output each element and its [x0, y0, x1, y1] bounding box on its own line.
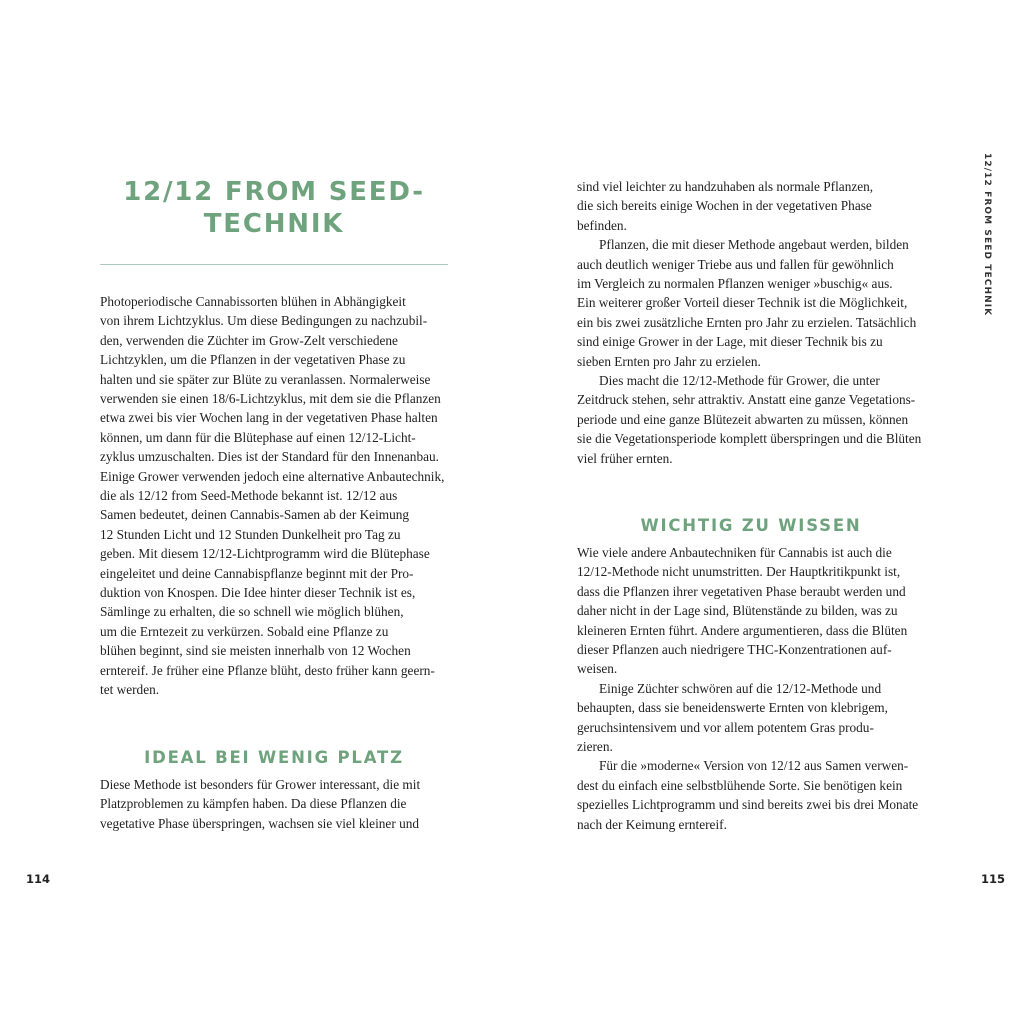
text-line: halten und sie später zur Blüte zu veranlassen. Normalerweise — [100, 371, 431, 387]
text-line: geruchsintensivem und vor allem potentem Gras produ- — [577, 719, 874, 735]
text-line: dieser Pflanzen auch niedrigere THC-Konzentrationen auf- — [577, 642, 892, 657]
page-number-left: 114 — [26, 872, 51, 886]
text-line: 12 Stunden Licht und 12 Stunden Dunkelheit pro Tag zu — [100, 526, 401, 542]
text-line: dass die Pflanzen ihrer vegetativen Phase beraubt werden und — [577, 583, 906, 599]
section-heading-ideal: IDEAL BEI WENIG PLATZ — [144, 748, 404, 767]
text-line: verwenden sie einen 18/6-Lichtzyklus, mit dem sie die Pflanzen — [100, 391, 441, 406]
text-line: auch deutlich weniger Triebe aus und fallen für gewöhnlich — [577, 256, 894, 272]
text-line: Platzproblemen zu kämpfen haben. Da diese Pflanzen die — [100, 796, 407, 812]
text-line: geben. Mit diesem 12/12-Lichtprogramm wird die Blütephase — [100, 546, 430, 562]
text-line: Sämlinge zu erhalten, die so schnell wie möglich blühen, — [100, 604, 404, 620]
text-line: daher nicht in der Lage sind, Blütenstände zu bilden, was zu — [577, 603, 898, 619]
text-line: nach der Keimung erntereif. — [577, 816, 727, 832]
page-number-right: 115 — [981, 872, 1006, 886]
text-line: Lichtzyklen, um die Pflanzen in der vegetativen Phase zu — [100, 352, 406, 368]
text-line: behaupten, dass sie beneidenswerte Ernten von klebrigem, — [577, 700, 888, 716]
text-line: Photoperiodische Cannabissorten blühen in Abhängigkeit — [100, 294, 406, 309]
text-line: befinden. — [577, 217, 627, 233]
text-line: 12/12-Methode nicht unumstritten. Der Hauptkritikpunkt ist, — [577, 564, 901, 580]
title-divider — [100, 264, 448, 265]
text-line: tet werden. — [100, 682, 160, 697]
text-line: vegetative Phase überspringen, wachsen sie viel kleiner und — [100, 815, 420, 831]
text-line: Für die »moderne« Version von 12/12 aus Samen verwen- — [599, 758, 909, 774]
page-title-line-1: 12/12 FROM SEED- — [123, 177, 425, 207]
text-line: den, verwenden die Züchter im Grow-Zelt verschiedene — [100, 332, 398, 348]
running-head-text: 12/12 FROM SEED TECHNIK — [982, 153, 992, 317]
text-line: ein bis zwei zusätzliche Ernten pro Jahr zu erzielen. Tatsächlich — [577, 314, 917, 330]
text-line: von ihrem Lichtzyklus. Um diese Bedingungen zu nachzubil- — [100, 313, 428, 329]
text-line: Pflanzen, die mit dieser Methode angebaut werden, bilden — [599, 237, 909, 253]
text-line: periode und eine ganze Blütezeit abwarten zu müssen, können — [577, 411, 909, 427]
text-line: zieren. — [577, 739, 613, 754]
text-line: sind einige Grower in der Lage, mit dieser Technik bis zu — [577, 334, 883, 350]
text-line: Samen bedeutet, deinen Cannabis-Samen ab der Keimung — [100, 507, 410, 523]
text-line: viel früher ernten. — [577, 450, 673, 466]
text-line: Diese Methode ist besonders für Grower interessant, die mit — [100, 777, 421, 792]
text-line: die als 12/12 from Seed-Methode bekannt ist. 12/12 aus — [100, 488, 398, 503]
text-line: blühen beginnt, sind sie meisten innerhalb von 12 Wochen — [100, 643, 411, 659]
text-line: eingeleitet und deine Cannabispflanze beginnt mit der Pro- — [100, 565, 414, 581]
text-line: sind viel leichter zu handzuhaben als normale Pflanzen, — [577, 179, 874, 194]
text-line: sie die Vegetationsperiode komplett überspringen und die Blüten — [577, 431, 922, 447]
text-line: duktion von Knospen. Die Idee hinter dieser Technik ist es, — [100, 585, 416, 600]
text-line: Einige Züchter schwören auf die 12/12-Methode und — [599, 680, 882, 696]
text-line: zyklus umzuschalten. Dies ist der Standard für den Innenanbau. — [100, 449, 439, 465]
text-line: Dies macht die 12/12-Methode für Grower, die unter — [599, 373, 880, 388]
text-line: die sich bereits einige Wochen in der vegetativen Phase — [577, 198, 872, 214]
text-line: im Vergleich zu normalen Pflanzen weniger »buschig« aus. — [577, 276, 893, 291]
text-line: Einige Grower verwenden jedoch eine alternative Anbautechnik, — [100, 468, 445, 484]
text-line: um die Erntezeit zu verkürzen. Sobald eine Pflanze zu — [100, 623, 389, 639]
text-line: weisen. — [577, 661, 618, 677]
text-line: Ein weiterer großer Vorteil dieser Technik ist die Möglichkeit, — [577, 295, 908, 311]
text-line: etwa zwei bis vier Wochen lang in der vegetativen Phase halten — [100, 410, 438, 426]
text-line: kleineren Ernten führt. Andere argumentieren, dass die Blüten — [577, 622, 908, 638]
page-title-line-2: TECHNIK — [203, 209, 345, 239]
text-line: können, um dann für die Blütephase auf einen 12/12-Licht- — [100, 429, 416, 445]
text-line: Wie viele andere Anbautechniken für Cannabis ist auch die — [577, 545, 892, 560]
text-line: sieben Ernten pro Jahr zu erzielen. — [577, 353, 761, 369]
text-line: spezielles Lichtprogramm und sind bereits zwei bis drei Monate — [577, 797, 919, 813]
text-line: erntereif. Je früher eine Pflanze blüht, desto früher kann geern- — [100, 662, 435, 678]
text-line: dest du einfach eine selbstblühende Sorte. Sie benötigen kein — [577, 777, 903, 793]
section-heading-wichtig: WICHTIG ZU WISSEN — [640, 516, 862, 535]
text-line: Zeitdruck stehen, sehr attraktiv. Anstatt eine ganze Vegetations- — [577, 392, 916, 408]
